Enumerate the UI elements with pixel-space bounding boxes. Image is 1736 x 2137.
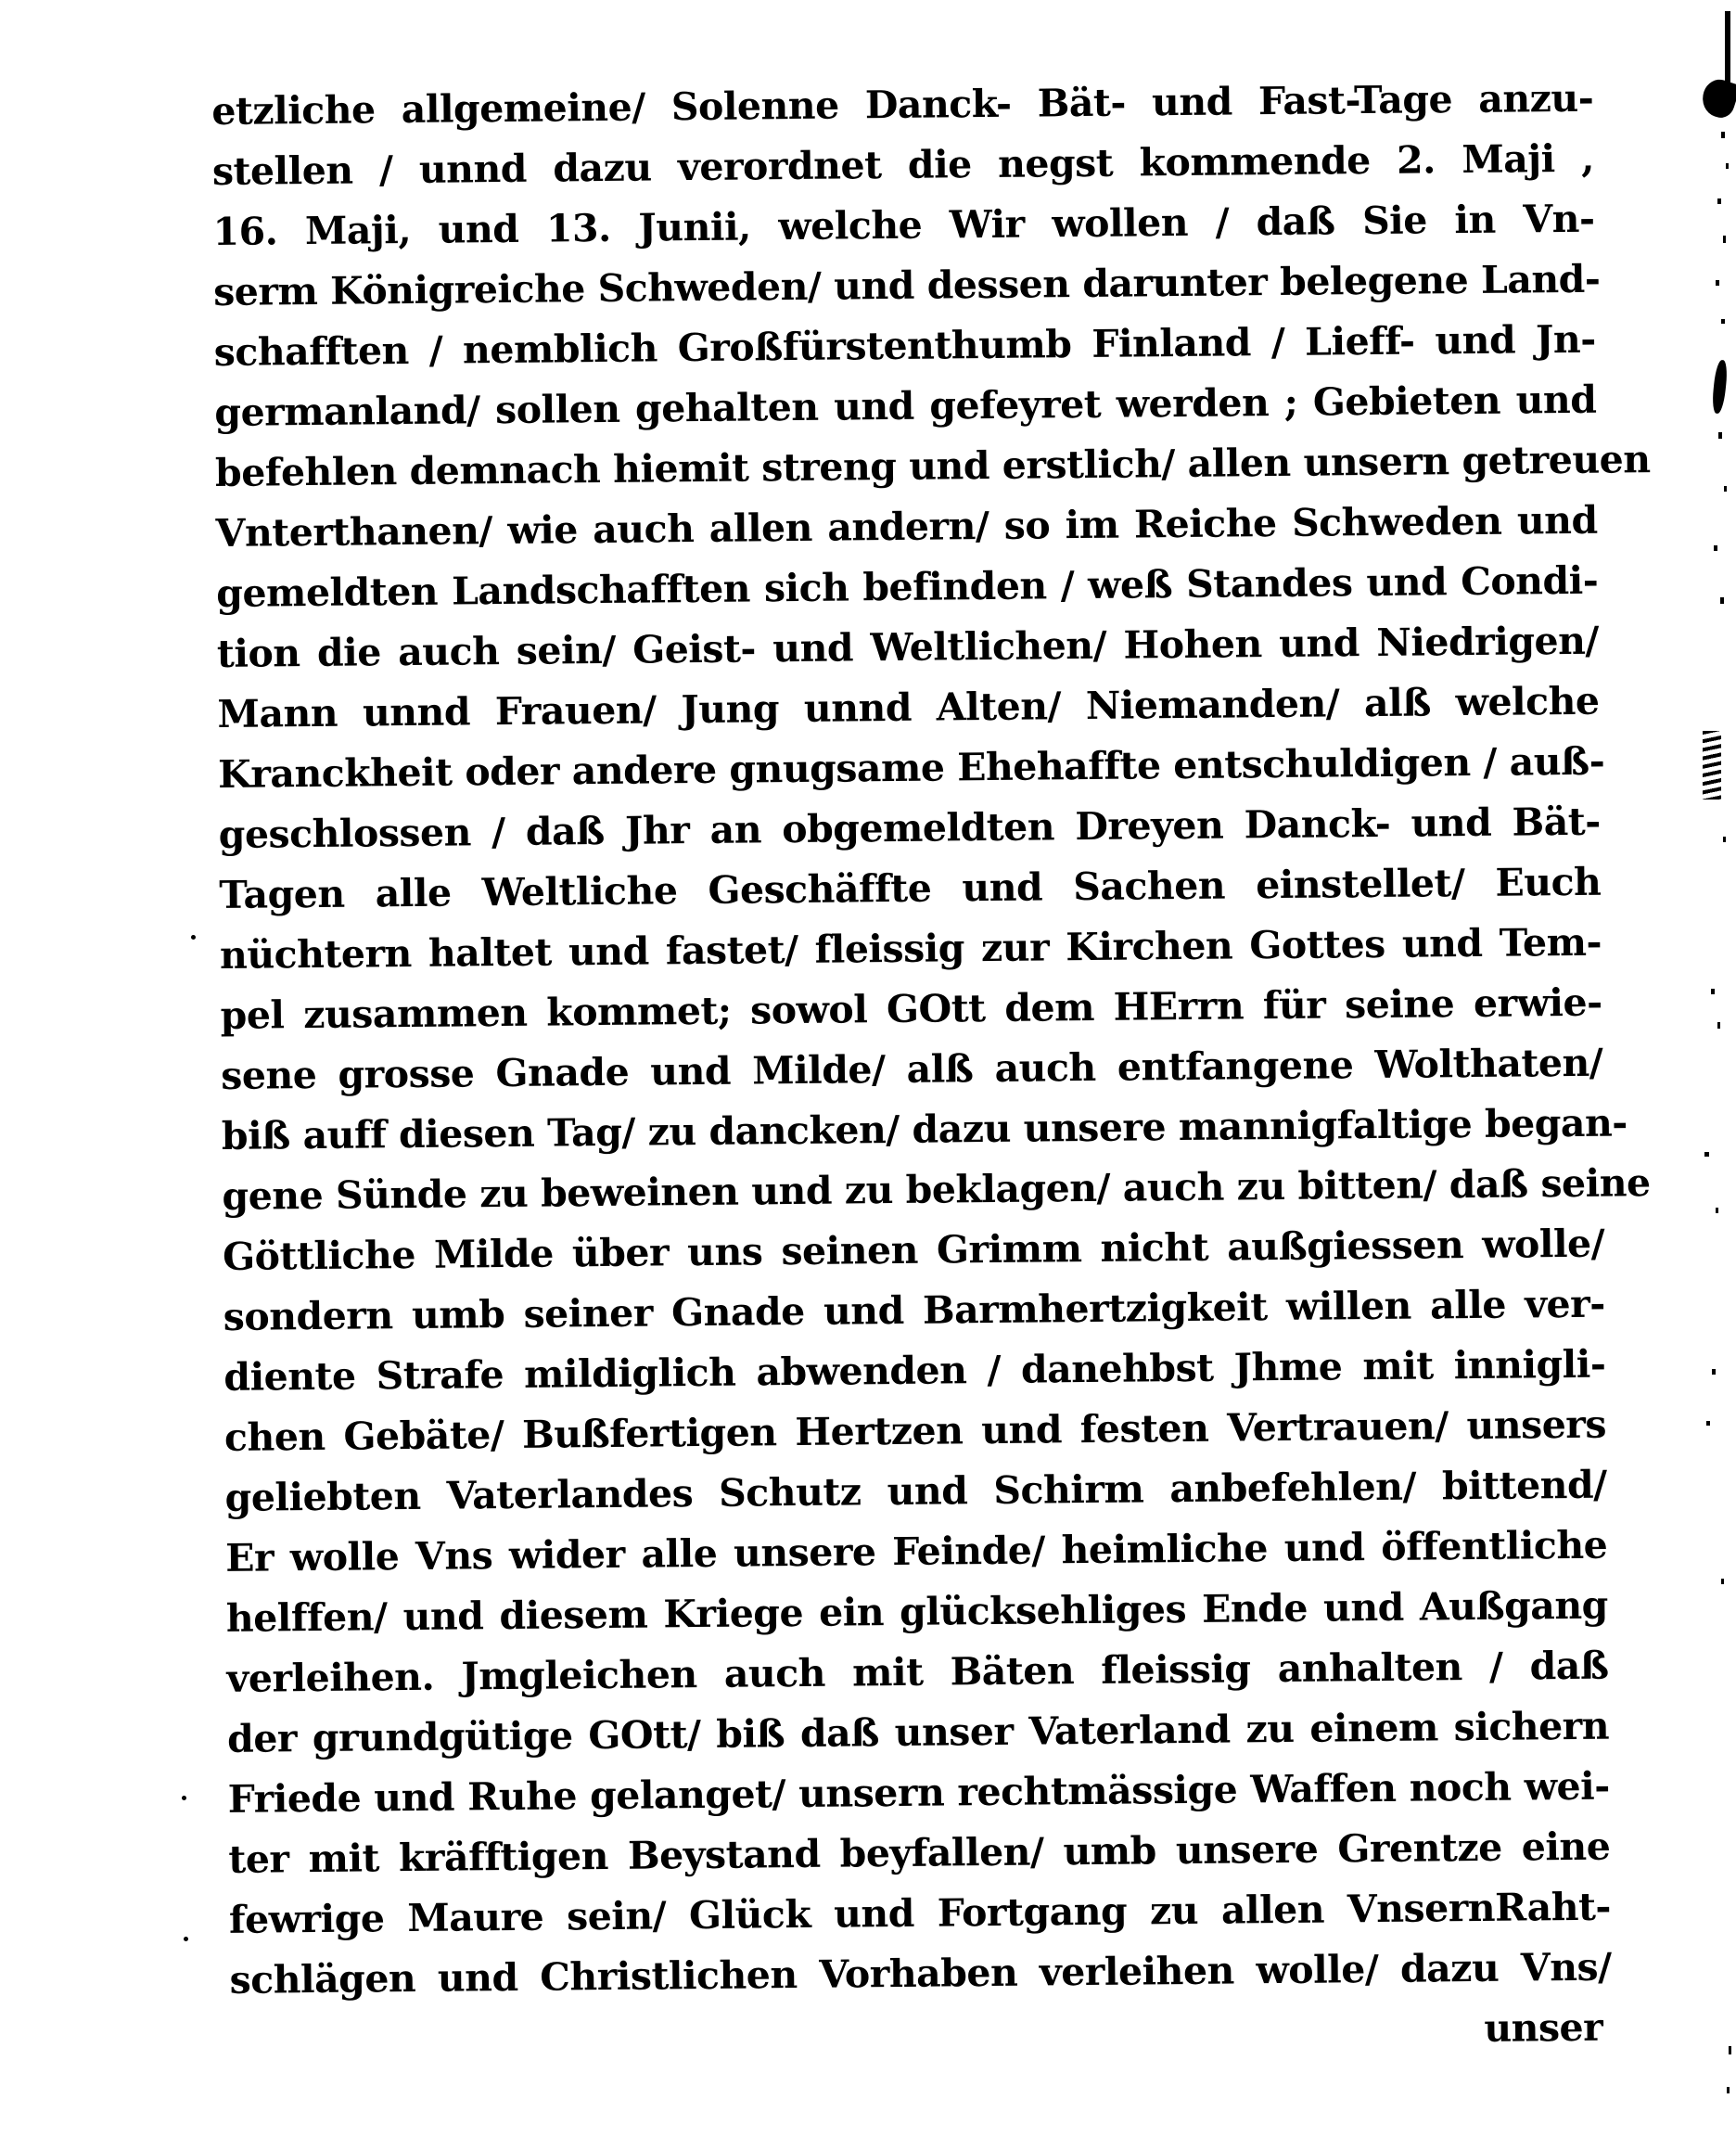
text-line: der grundgütige GOtt/ biß daß unser Vaterland zu einem sichern — [226, 1703, 1610, 1761]
ink-speck-artifact — [1706, 1421, 1710, 1426]
ink-speck-artifact — [1712, 1369, 1716, 1375]
text-line: Friede und Ruhe gelanget/ unsern rechtmässige Waffen noch wei- — [227, 1763, 1610, 1822]
ink-speck-artifact — [1717, 1022, 1720, 1029]
ink-speck-artifact — [1721, 132, 1725, 138]
ink-speck-artifact — [1723, 236, 1726, 243]
ink-speck-artifact — [1704, 1152, 1709, 1157]
ink-speck-artifact — [1716, 280, 1719, 286]
text-line: Er wolle Vns wider alle unsere Feinde/ heimliche und öffentliche — [225, 1522, 1608, 1580]
text-line: verleihen. Jmgleichen auch mit Bäten fleissig anhalten / daß — [226, 1643, 1609, 1701]
text-line: sene grosse Gnade und Milde/ alß auch entfangene Wolthaten/ — [221, 1040, 1603, 1098]
text-line: ter mit kräfftigen Beystand beyfallen/ umb unsere Grentze eine — [228, 1823, 1611, 1882]
text-line: Göttliche Milde über uns seinen Grimm nicht außgiessen wolle/ — [222, 1221, 1605, 1279]
ink-speck-artifact — [184, 1937, 188, 1941]
ink-speck-artifact — [1729, 2046, 1731, 2054]
text-line: Vnterthanen/ wie auch allen andern/ so im Reiche Schweden und — [215, 497, 1598, 556]
ink-speck-artifact — [1726, 163, 1729, 169]
text-line: diente Strafe mildiglich abwenden / danehbst Jhme mit innigli- — [223, 1341, 1606, 1400]
text-line: Mann unnd Frauen/ Jung unnd Alten/ Niemanden/ alß welche — [217, 678, 1600, 736]
text-line: helffen/ und diesem Kriege ein glücksehliges Ende und Außgang — [225, 1582, 1609, 1641]
ink-speck-artifact — [1720, 597, 1724, 604]
text-line: pel zusammen kommet; sowol GOtt dem HErrn für seine erwie- — [220, 979, 1602, 1038]
ink-speck-artifact — [1716, 1208, 1718, 1213]
text-line: nüchtern haltet und fastet/ fleissig zur Kirchen Gottes und Tem- — [219, 919, 1602, 978]
ink-blot-artifact — [1711, 359, 1729, 414]
ink-speck-artifact — [1717, 198, 1721, 204]
ink-speck-artifact — [1727, 2087, 1730, 2093]
text-line: Tagen alle Weltliche Geschäffte und Sachen einstellet/ Euch — [219, 859, 1602, 917]
text-line: chen Gebäte/ Bußfertigen Hertzen und festen Vertrauen/ unsers — [223, 1401, 1607, 1460]
text-line: serm Königreiche Schweden/ und dessen darunter belegene Land- — [212, 256, 1601, 314]
text-line: geliebten Vaterlandes Schutz und Schirm anbefehlen/ bittend/ — [224, 1462, 1607, 1520]
ink-speck-artifact — [1711, 989, 1715, 994]
ink-speck-artifact — [191, 935, 196, 940]
ink-blot-artifact — [1698, 75, 1736, 121]
ink-speck-artifact — [1714, 545, 1717, 551]
catchword: unser — [1484, 2004, 1603, 2051]
ink-speck-artifact — [1723, 837, 1726, 842]
text-line: geschlossen / daß Jhr an obgemeldten Dreyen Danck- und Bät- — [218, 799, 1601, 857]
text-line: gemeldten Landschafften sich befinden / weß Standes und Condi- — [216, 557, 1599, 616]
text-line: etzliche allgemeine/ Solenne Danck- Bät- und Fast-Tage anzu- — [211, 75, 1594, 134]
text-line: fewrige Maure sein/ Glück und Fortgang zu allen VnsernRaht- — [228, 1884, 1612, 1942]
text-line: befehlen demnach hiemit streng und erstlich/ allen unsern getreuen — [214, 437, 1651, 495]
ink-speck-artifact — [1721, 1579, 1724, 1584]
ink-speck-artifact — [182, 1796, 186, 1800]
ink-speck-artifact — [1718, 432, 1722, 439]
text-line: schlägen und Christlichen Vorhaben verleihen wolle/ dazu Vns/ — [229, 1944, 1612, 2003]
text-block — [211, 69, 1651, 2071]
text-line: stellen / unnd dazu verordnet die negst kommende 2. Maji , — [211, 135, 1595, 194]
ink-speck-artifact — [1721, 319, 1725, 324]
text-line: sondern umb seiner Gnade und Barmhertzigkeit willen alle ver- — [223, 1281, 1605, 1339]
text-line: Kranckheit oder andere gnugsame Ehehaffte entschuldigen / auß- — [217, 738, 1605, 797]
text-line: gene Sünde zu beweinen und zu beklagen/ auch zu bitten/ daß seine — [222, 1160, 1651, 1219]
scan-noise-artifact — [1703, 731, 1721, 800]
text-line: germanland/ sollen gehalten und gefeyret werden ; Gebieten und — [214, 377, 1597, 435]
ink-speck-artifact — [1724, 486, 1727, 492]
text-line: 16. Maji, und 13. Junii, welche Wir wollen / daß Sie in Vn- — [212, 196, 1595, 254]
text-line: tion die auch sein/ Geist- und Weltlichen/ Hohen und Niedrigen/ — [216, 618, 1600, 676]
text-line: schafften / nemblich Großfürstenthumb Finland / Lieff- und Jn- — [213, 316, 1596, 375]
text-line: biß auff diesen Tag/ zu dancken/ dazu unsere mannigfaltige began- — [221, 1100, 1628, 1158]
